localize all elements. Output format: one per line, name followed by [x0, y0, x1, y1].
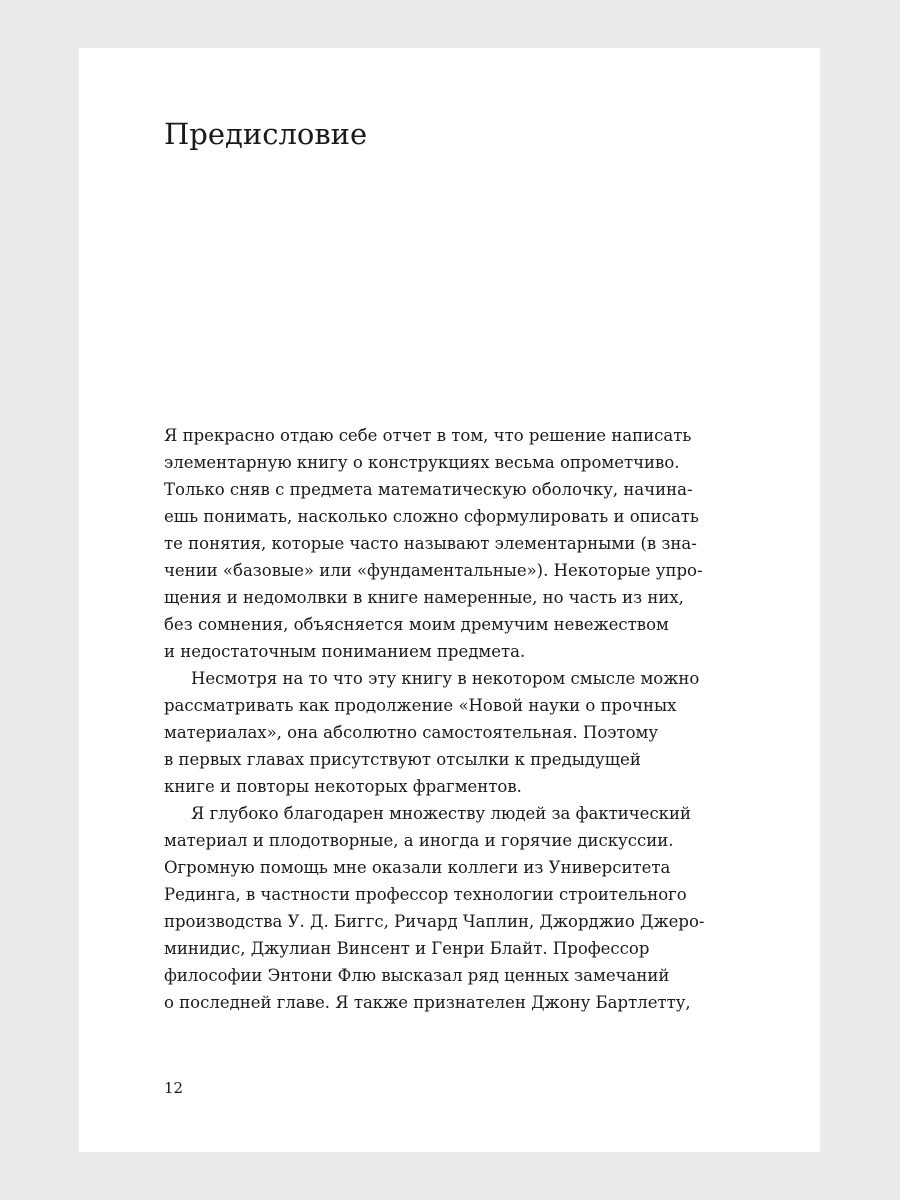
text-line: чении «базовые» или «фундаментальные»). Некоторые упро- [164, 561, 703, 580]
text-line: ешь понимать, насколько сложно сформулировать и описать [164, 507, 699, 526]
text-line: минидис, Джулиан Винсент и Генри Блайт. Профессор [164, 939, 650, 958]
page-number: 12 [164, 1079, 184, 1097]
text-line: элементарную книгу о конструкциях весьма опрометчиво. [164, 453, 680, 472]
text-line: щения и недомолвки в книге намеренные, но часть из них, [164, 588, 684, 607]
text-line: рассматривать как продолжение «Новой науки о прочных [164, 696, 677, 715]
text-line: о последней главе. Я также признателен Джону Бартлетту, [164, 993, 691, 1012]
text-line: Только сняв с предмета математическую оболочку, начина- [164, 480, 693, 499]
text-line: Рединга, в частности профессор технологии строительного [164, 885, 687, 904]
text-line: философии Энтони Флю высказал ряд ценных замечаний [164, 966, 670, 985]
text-line: и недостаточным пониманием предмета. [164, 642, 526, 661]
text-line: Огромную помощь мне оказали коллеги из Университета [164, 858, 671, 877]
text-line: материал и плодотворные, а иногда и горячие дискуссии. [164, 831, 674, 850]
text-line: те понятия, которые часто называют элементарными (в зна- [164, 534, 697, 553]
text-line: производства У. Д. Биггс, Ричард Чаплин, Джорджио Джеро- [164, 912, 705, 931]
text-line: без сомнения, объясняется моим дремучим невежеством [164, 615, 669, 634]
book-page [79, 48, 820, 1152]
text-line: Я прекрасно отдаю себе отчет в том, что решение написать [164, 426, 692, 445]
text-line: материалах», она абсолютно самостоятельная. Поэтому [164, 723, 659, 742]
text-line: книге и повторы некоторых фрагментов. [164, 777, 522, 796]
text-line: Я глубоко благодарен множеству людей за фактический [191, 804, 691, 823]
text-line: в первых главах присутствуют отсылки к предыдущей [164, 750, 641, 769]
body-text [164, 422, 724, 1016]
text-line: Несмотря на то что эту книгу в некотором смысле можно [191, 669, 700, 688]
chapter-heading: Предисловие [164, 117, 368, 151]
